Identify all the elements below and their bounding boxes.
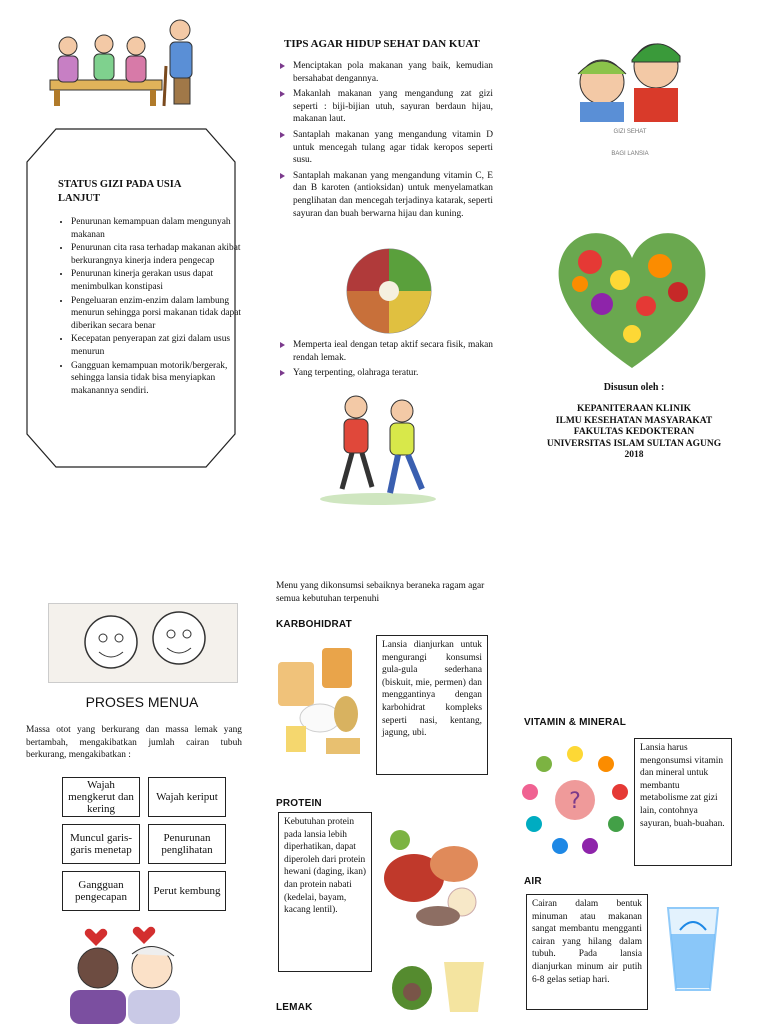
air-box [526,894,648,1010]
list-item: Santaplah makanan yang mengandung vitamin C, E dan B karoten (antioksidan) untuk menyelamatkan penglihatan dan mencegah terjadinya katarak, seperti sayuran dan buah berwarna hijau dan kuning. [277,170,493,220]
org-line: ILMU KESEHATAN MASYARAKAT [555,415,713,426]
vitamin-wheel-image [520,742,630,858]
food-plate-image [338,246,440,336]
elderly-faces-sketch [48,603,238,683]
carbohydrate-food-image [272,640,370,766]
list-item: • Penurunan kinerja gerakan usus dapat menimbulkan konstipasi [71,268,243,293]
tips-list [277,60,493,223]
list-item: • Pengeluaran enzim-enzim dalam lambung menurun sehingga porsi makanan tidak dapat diberikan secara benar [71,295,243,333]
list-item: Yang terpenting, olahraga teratur. [277,367,493,380]
cover-line2: BAGI LANSIA [611,151,649,157]
tile-pengecapan: Gangguan pengecapan [62,871,140,911]
elderly-bench-illustration [46,16,216,112]
lemak-title: LEMAK [276,1002,313,1013]
elderly-couple-cartoon [568,26,692,122]
karbo-title: KARBOHIDRAT [276,619,352,630]
list-item: Menciptakan pola makanan yang baik, kemudian bersahabat dengannya. [277,60,493,85]
org-line: KEPANITERAAN KLINIK [576,404,692,414]
tips-title: TIPS AGAR HIDUP SEHAT DAN KUAT [284,38,480,50]
vitamin-box [634,738,732,866]
tile-wajah-mengkerut: Wajah mengkerut dan kering [62,777,140,817]
protein-text: Kebutuhan protein pada lansia lebih diperhatikan, dapat diperoleh dari protein hewani (daging, ikan) dan protein nabati (kedelai, bayam, kacang lentil). [284,817,367,916]
karbo-text: Lansia dianjurkan untuk mengurangi konsumsi gula-gula sederhana (biskuit, mie, permen) dan menggantinya dengan karbohidrat kompleks seperti nasi, kentang, jagung, ubi. [382,640,482,739]
air-title: AIR [524,876,542,887]
vitamin-title: VITAMIN & MINERAL [524,717,627,728]
protein-food-image [378,812,488,936]
protein-box [278,812,372,972]
tile-penglihatan: Penurunan penglihatan [148,824,226,864]
fat-food-image [388,942,488,1024]
walking-elderly-illustration [318,393,440,507]
tips-list-2 [277,339,493,383]
list-item: • Penurunan cita rasa terhadap makanan akibat berkurangnya kinerja indera pengecap [71,242,243,267]
status-gizi-panel [26,128,242,468]
list-item: Makanlah makanan yang mengandung zat gizi seperti : biji-bijian utuh, sayuran berdaun hijau, makanan laut. [277,88,493,126]
svg-text:?: ? [569,789,581,814]
water-glass-image [660,900,726,996]
vegetable-heart-image [550,222,714,372]
proses-title: PROSES MENUA [85,694,199,710]
cover-line1: GIZI SEHAT [613,129,647,135]
list-item: • Kecepatan penyerapan zat gizi dalam usus menurun [71,333,243,358]
tile-wajah-keriput: Wajah keriput [148,777,226,817]
status-title: STATUS GIZI PADA USIA LANJUT [58,179,181,204]
vitamin-text: Lansia harus mengonsumsi vitamin dan mineral untuk membantu metabolisme zat gizi lain, contohnya sayuran, buah-buahan. [640,743,725,829]
org-line: FAKULTAS KEDOKTERAN [573,427,695,437]
by-label: Disusun oleh : [603,382,665,393]
organization-block [540,404,728,462]
karbo-box [376,635,488,775]
proses-intro: Massa otot yang berkurang dan massa lemak yang bertambah, mengakibatkan jumlah cairan tubuh berkurang, mengakibatkan : [26,725,242,761]
elderly-couple-hearts-illustration [40,924,210,1024]
status-list [56,216,243,398]
list-item: Santaplah makanan yang mengandung vitamin D untuk mencegah tulang agar tidak keropos seperti susu. [277,129,493,167]
tile-perut-kembung: Perut kembung [148,871,226,911]
tile-garis-menetap: Muncul garis-garis menetap [62,824,140,864]
protein-title: PROTEIN [276,798,322,809]
org-line: 2018 [624,450,644,460]
air-text: Cairan dalam bentuk minuman atau makanan sangat membantu mengganti cairan yang hilang dalam tubuh. Pada lansia dianjurkan minum air putih 6-8 gelas setiap hari. [532,899,642,985]
list-item: Memperta ieal dengan tetap aktif secara fisik, makan rendah lemak. [277,339,493,364]
list-item: • Gangguan kemampuan motorik/bergerak, sehingga lansia tidak bisa menyiapkan makanannya sendiri. [71,360,243,398]
menu-intro: Menu yang dikonsumsi sebaiknya beraneka ragam agar semua kebutuhan terpenuhi [276,581,485,604]
org-line: UNIVERSITAS ISLAM SULTAN AGUNG [546,438,722,449]
list-item: • Penurunan kemampuan dalam mengunyah makanan [71,216,243,241]
